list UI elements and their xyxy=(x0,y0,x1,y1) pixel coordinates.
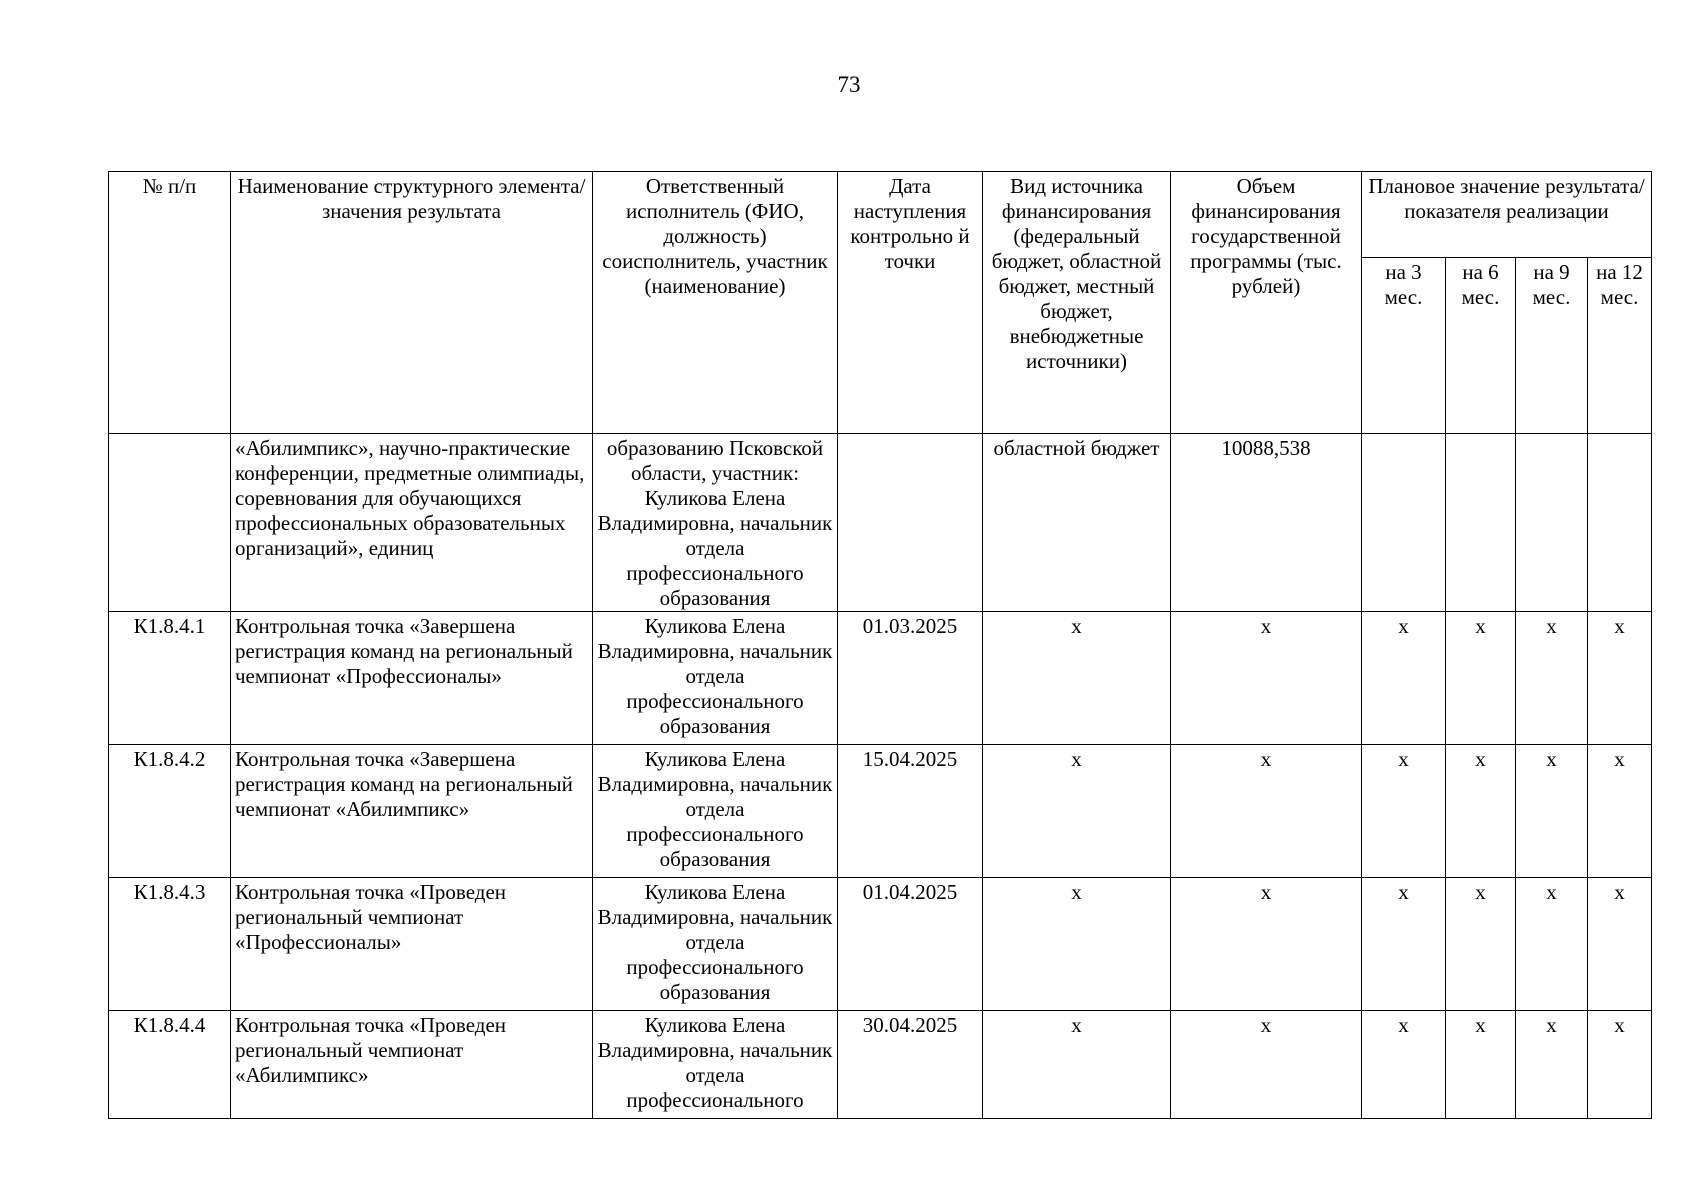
table-row xyxy=(109,612,1652,745)
cell-num: К1.8.4.2 xyxy=(109,745,231,878)
cell-m6: х xyxy=(1446,745,1516,878)
table-row xyxy=(109,878,1652,1011)
cell-name: Контрольная точка «Завершена регистрация команд на региональный чемпионат «Абилимпикс» xyxy=(231,745,593,878)
cell-responsible: Куликова Елена Владимировна, начальник отдела профессионального образования xyxy=(593,878,838,1011)
cell-m9 xyxy=(1516,434,1588,612)
header-m9: на 9 мес. xyxy=(1516,258,1588,434)
cell-name: Контрольная точка «Проведен региональный чемпионат «Абилимпикс» xyxy=(231,1011,593,1119)
cell-volume: х xyxy=(1171,878,1362,1011)
cell-date xyxy=(838,434,983,612)
table-row xyxy=(109,434,1652,612)
cell-responsible: Куликова Елена Владимировна, начальник отдела профессионального xyxy=(593,1011,838,1119)
cell-num: К1.8.4.1 xyxy=(109,612,231,745)
cell-source: х xyxy=(983,612,1171,745)
cell-date: 01.04.2025 xyxy=(838,878,983,1011)
cell-m12: х xyxy=(1588,745,1652,878)
cell-m3 xyxy=(1362,434,1446,612)
header-date: Дата наступления контрольно й точки xyxy=(838,172,983,434)
cell-num: К1.8.4.4 xyxy=(109,1011,231,1119)
header-num: № п/п xyxy=(109,172,231,434)
cell-name: «Абилимпикс», научно-практические конференции, предметные олимпиады, соревнования для обучающихся профессиональных образовательных организаций», единиц xyxy=(231,434,593,612)
cell-num xyxy=(109,434,231,612)
cell-m3: х xyxy=(1362,745,1446,878)
cell-date: 15.04.2025 xyxy=(838,745,983,878)
page-number: 73 xyxy=(837,72,861,97)
cell-responsible: образованию Псковской области, участник: Куликова Елена Владимировна, начальник отдела профессионального образования xyxy=(593,434,838,612)
cell-m9: х xyxy=(1516,612,1588,745)
cell-m6: х xyxy=(1446,612,1516,745)
cell-source: х xyxy=(983,878,1171,1011)
cell-m3: х xyxy=(1362,612,1446,745)
header-m12: на 12 мес. xyxy=(1588,258,1652,434)
cell-volume: х xyxy=(1171,612,1362,745)
cell-responsible: Куликова Елена Владимировна, начальник отдела профессионального образования xyxy=(593,612,838,745)
cell-m9: х xyxy=(1516,878,1588,1011)
plan-table xyxy=(108,171,1652,1119)
cell-m6 xyxy=(1446,434,1516,612)
cell-date: 01.03.2025 xyxy=(838,612,983,745)
cell-m9: х xyxy=(1516,745,1588,878)
cell-m12: х xyxy=(1588,878,1652,1011)
table-row xyxy=(109,745,1652,878)
cell-source: х xyxy=(983,1011,1171,1119)
header-volume: Объем финансирования государственной программы (тыс. рублей) xyxy=(1171,172,1362,434)
cell-source: х xyxy=(983,745,1171,878)
cell-m12 xyxy=(1588,434,1652,612)
header-source: Вид источника финансирования (федеральный бюджет, областной бюджет, местный бюджет, внебюджетные источники) xyxy=(983,172,1171,434)
cell-responsible: Куликова Елена Владимировна, начальник отдела профессионального образования xyxy=(593,745,838,878)
header-m6: на 6 мес. xyxy=(1446,258,1516,434)
cell-m3: х xyxy=(1362,878,1446,1011)
cell-m3: х xyxy=(1362,1011,1446,1119)
cell-name: Контрольная точка «Завершена регистрация команд на региональный чемпионат «Профессионалы» xyxy=(231,612,593,745)
cell-m6: х xyxy=(1446,878,1516,1011)
header-m3: на 3 мес. xyxy=(1362,258,1446,434)
cell-volume: 10088,538 xyxy=(1171,434,1362,612)
cell-num: К1.8.4.3 xyxy=(109,878,231,1011)
table-row xyxy=(109,1011,1652,1119)
cell-m9: х xyxy=(1516,1011,1588,1119)
header-name: Наименование структурного элемента/ значения результата xyxy=(231,172,593,434)
cell-name: Контрольная точка «Проведен региональный чемпионат «Профессионалы» xyxy=(231,878,593,1011)
cell-m6: х xyxy=(1446,1011,1516,1119)
cell-volume: х xyxy=(1171,1011,1362,1119)
cell-source: областной бюджет xyxy=(983,434,1171,612)
cell-volume: х xyxy=(1171,745,1362,878)
cell-m12: х xyxy=(1588,1011,1652,1119)
header-responsible: Ответственный исполнитель (ФИО, должность) соисполнитель, участник (наименование) xyxy=(593,172,838,434)
cell-date: 30.04.2025 xyxy=(838,1011,983,1119)
cell-m12: х xyxy=(1588,612,1652,745)
header-planned: Плановое значение результата/показателя реализации xyxy=(1362,172,1652,258)
